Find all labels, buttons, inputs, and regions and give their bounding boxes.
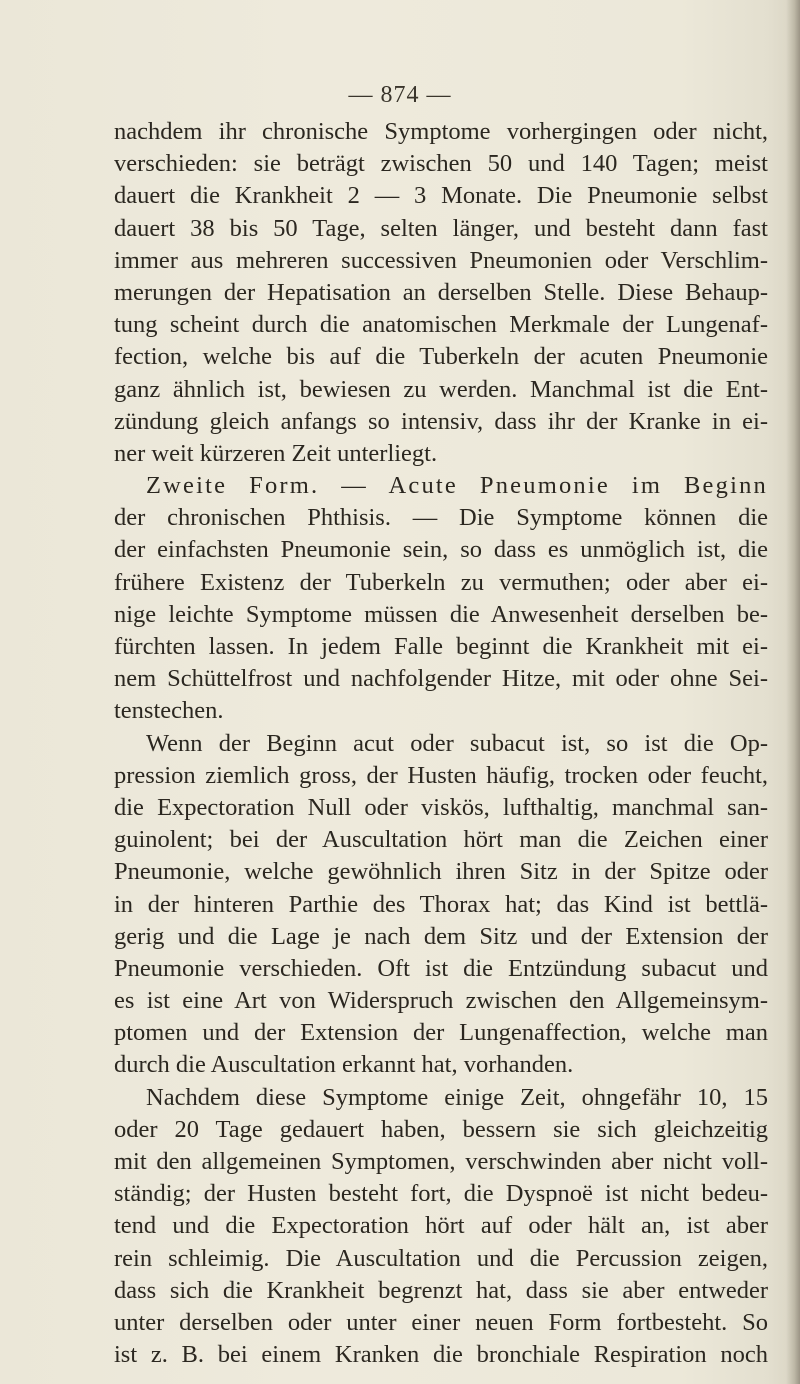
text-line: zündung gleich anfangs so intensiv, dass ihr der Kranke in ei- <box>114 407 768 435</box>
text-line: mit den allgemeinen Symptomen, verschwinden aber nicht voll- <box>114 1148 768 1175</box>
text-line: ner weit kürzeren Zeit unterliegt. <box>114 439 438 467</box>
text-line: immer aus mehreren successiven Pneumonien oder Verschlim- <box>114 246 768 274</box>
text-line: rein schleimig. Die Auscultation und die Percussion zeigen, <box>114 1244 768 1272</box>
text-line: Pneumonie, welche gewöhnlich ihren Sitz in der Spitze oder <box>114 858 768 886</box>
text-line: frühere Existenz der Tuberkeln zu vermuthen; oder aber ei- <box>114 568 768 596</box>
text-line: fection, welche bis auf die Tuberkeln der acuten Pneumonie <box>114 343 768 371</box>
text-line: fürchten lassen. In jedem Falle beginnt die Krankheit mit ei- <box>114 633 768 660</box>
text-line: Wenn der Beginn acut oder subacut ist, so ist die Op- <box>146 729 768 757</box>
text-line: der chronischen Phthisis. — Die Symptome können die <box>114 504 768 532</box>
text-line: ist z. B. bei einem Kranken die bronchiale Respiration noch <box>114 1341 768 1369</box>
text-line: die Expectoration Null oder viskös, lufthaltig, manchmal san- <box>114 793 768 821</box>
text-line: dass sich die Krankheit begrenzt hat, dass sie aber entweder <box>114 1276 768 1304</box>
text-line: nachdem ihr chronische Symptome vorhergingen oder nicht, <box>114 118 768 145</box>
text-line: ständig; der Husten besteht fort, die Dyspnoë ist nicht bedeu- <box>114 1180 768 1208</box>
text-line: unter derselben oder unter einer neuen Form fortbesteht. So <box>114 1308 768 1336</box>
text-line: Nachdem diese Symptome einige Zeit, ohngefähr 10, 15 <box>146 1083 768 1111</box>
text-line: tend und die Expectoration hört auf oder hält an, ist aber <box>114 1212 768 1240</box>
text-line: Zweite Form. — Acute Pneumonie im Beginn <box>146 472 768 500</box>
text-line: tung scheint durch die anatomischen Merkmale der Lungenaf- <box>114 311 768 339</box>
text-line: verschieden: sie beträgt zwischen 50 und 140 Tagen; meist <box>114 150 768 178</box>
text-line: ptomen und der Extension der Lungenaffection, welche man <box>114 1019 768 1047</box>
text-line: der einfachsten Pneumonie sein, so dass es unmöglich ist, die <box>114 536 768 564</box>
page-number: — 874 — <box>348 82 452 108</box>
text-line: nige leichte Symptome müssen die Anwesenheit derselben be- <box>114 600 768 628</box>
page-edge-shadow <box>786 0 800 1384</box>
text-line: tenstechen. <box>114 697 224 725</box>
text-line: Pneumonie verschieden. Oft ist die Entzündung subacut und <box>114 954 768 982</box>
text-line: pression ziemlich gross, der Husten häufig, trocken oder feucht, <box>114 761 768 789</box>
text-line: oder 20 Tage gedauert haben, bessern sie sich gleichzeitig <box>114 1115 768 1143</box>
body-text <box>114 116 768 1371</box>
text-line: merungen der Hepatisation an derselben Stelle. Diese Behaup- <box>114 278 768 306</box>
text-line: dauert die Krankheit 2 — 3 Monate. Die Pneumonie selbst <box>114 182 768 210</box>
text-line: nem Schüttelfrost und nachfolgender Hitze, mit oder ohne Sei- <box>114 665 768 693</box>
text-line: in der hinteren Parthie des Thorax hat; das Kind ist bettlä- <box>114 890 768 918</box>
text-line: dauert 38 bis 50 Tage, selten länger, und besteht dann fast <box>114 214 768 242</box>
text-line: guinolent; bei der Auscultation hört man die Zeichen einer <box>114 826 768 854</box>
text-line: gerig und die Lage je nach dem Sitz und der Extension der <box>114 922 768 950</box>
text-line: ganz ähnlich ist, bewiesen zu werden. Manchmal ist die Ent- <box>114 375 768 403</box>
text-line: durch die Auscultation erkannt hat, vorhanden. <box>114 1051 574 1079</box>
text-line: es ist eine Art von Widerspruch zwischen den Allgemeinsym- <box>114 987 768 1015</box>
